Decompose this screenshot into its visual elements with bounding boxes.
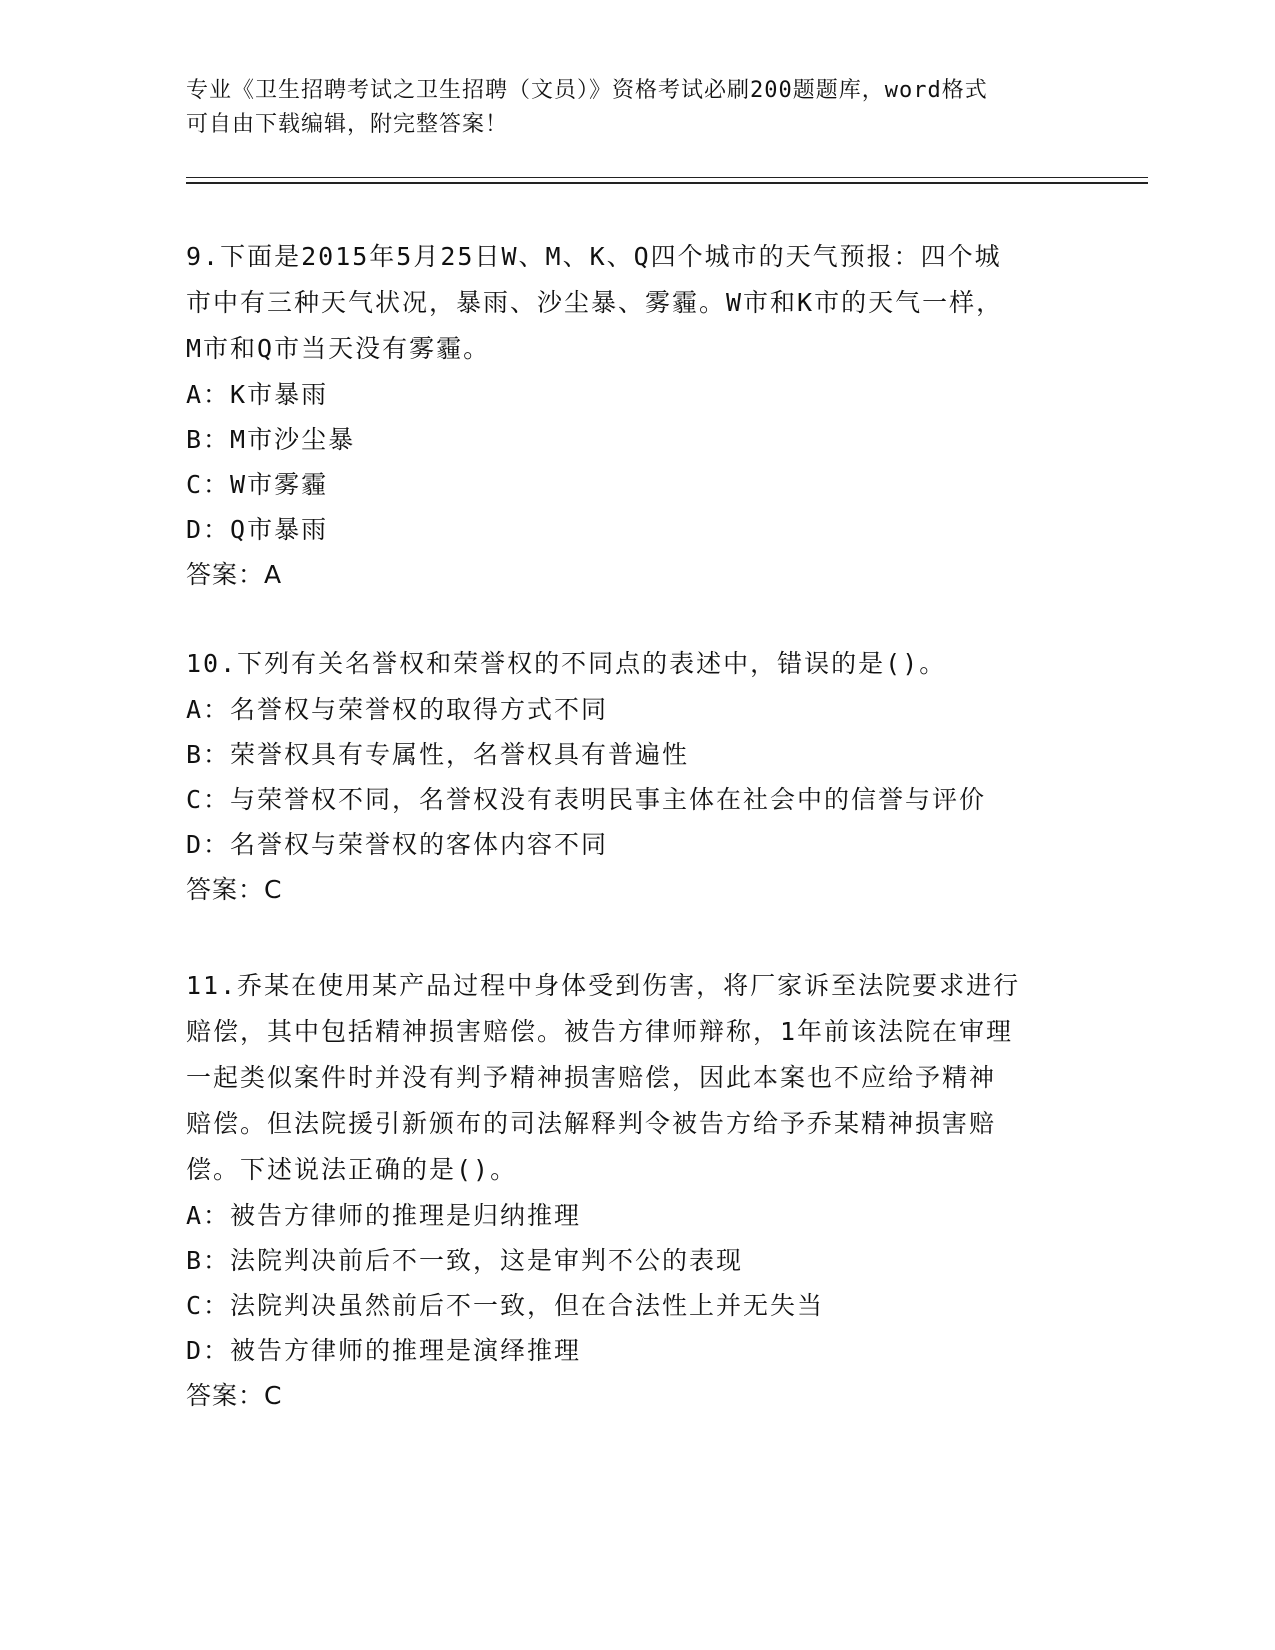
- divider-line-bottom: [186, 182, 1148, 184]
- question-stem-line: 9.下面是2015年5月25日W、M、K、Q四个城市的天气预报：四个城: [186, 242, 1002, 271]
- question-11: [186, 963, 1086, 1418]
- option-a: A：名誉权与荣誉权的取得方式不同: [186, 695, 609, 724]
- divider-line-top: [186, 177, 1148, 178]
- question-9: [186, 234, 1086, 597]
- option-b: B：M市沙尘暴: [186, 425, 356, 454]
- document-header: [186, 74, 1086, 142]
- header-divider: [186, 177, 1148, 184]
- option-b: B：荣誉权具有专属性，名誉权具有普遍性: [186, 740, 690, 769]
- option-d: D：被告方律师的推理是演绎推理: [186, 1336, 582, 1365]
- answer: 答案：A: [186, 560, 283, 589]
- header-line-1: 专业《卫生招聘考试之卫生招聘（文员）》资格考试必刷200题题库，word格式: [186, 78, 988, 103]
- option-c: C：与荣誉权不同，名誉权没有表明民事主体在社会中的信誉与评价: [186, 785, 987, 814]
- option-a: A：被告方律师的推理是归纳推理: [186, 1201, 582, 1230]
- option-c: C：W市雾霾: [186, 470, 329, 499]
- answer: 答案：C: [186, 875, 283, 904]
- question-stem-line: 一起类似案件时并没有判予精神损害赔偿，因此本案也不应给予精神: [186, 1063, 997, 1092]
- header-line-2: 可自由下载编辑，附完整答案！: [186, 112, 509, 137]
- question-stem-line: 赔偿，其中包括精神损害赔偿。被告方律师辩称，1年前该法院在审理: [186, 1017, 1014, 1046]
- option-a: A：K市暴雨: [186, 380, 329, 409]
- question-stem-line: 偿。下述说法正确的是()。: [186, 1155, 518, 1184]
- question-stem-line: 赔偿。但法院援引新颁布的司法解释判令被告方给予乔某精神损害赔: [186, 1109, 997, 1138]
- option-b: B：法院判决前后不一致，这是审判不公的表现: [186, 1246, 744, 1275]
- option-d: D：名誉权与荣誉权的客体内容不同: [186, 830, 609, 859]
- question-stem-line: 10.下列有关名誉权和荣誉权的不同点的表述中，错误的是()。: [186, 649, 947, 678]
- option-d: D：Q市暴雨: [186, 515, 329, 544]
- question-stem-line: M市和Q市当天没有雾霾。: [186, 334, 491, 363]
- question-10: [186, 641, 1086, 912]
- question-stem-line: 11.乔某在使用某产品过程中身体受到伤害，将厂家诉至法院要求进行: [186, 971, 1021, 1000]
- option-c: C：法院判决虽然前后不一致，但在合法性上并无失当: [186, 1291, 825, 1320]
- answer: 答案：C: [186, 1381, 283, 1410]
- question-stem-line: 市中有三种天气状况，暴雨、沙尘暴、雾霾。W市和K市的天气一样，: [186, 288, 1004, 317]
